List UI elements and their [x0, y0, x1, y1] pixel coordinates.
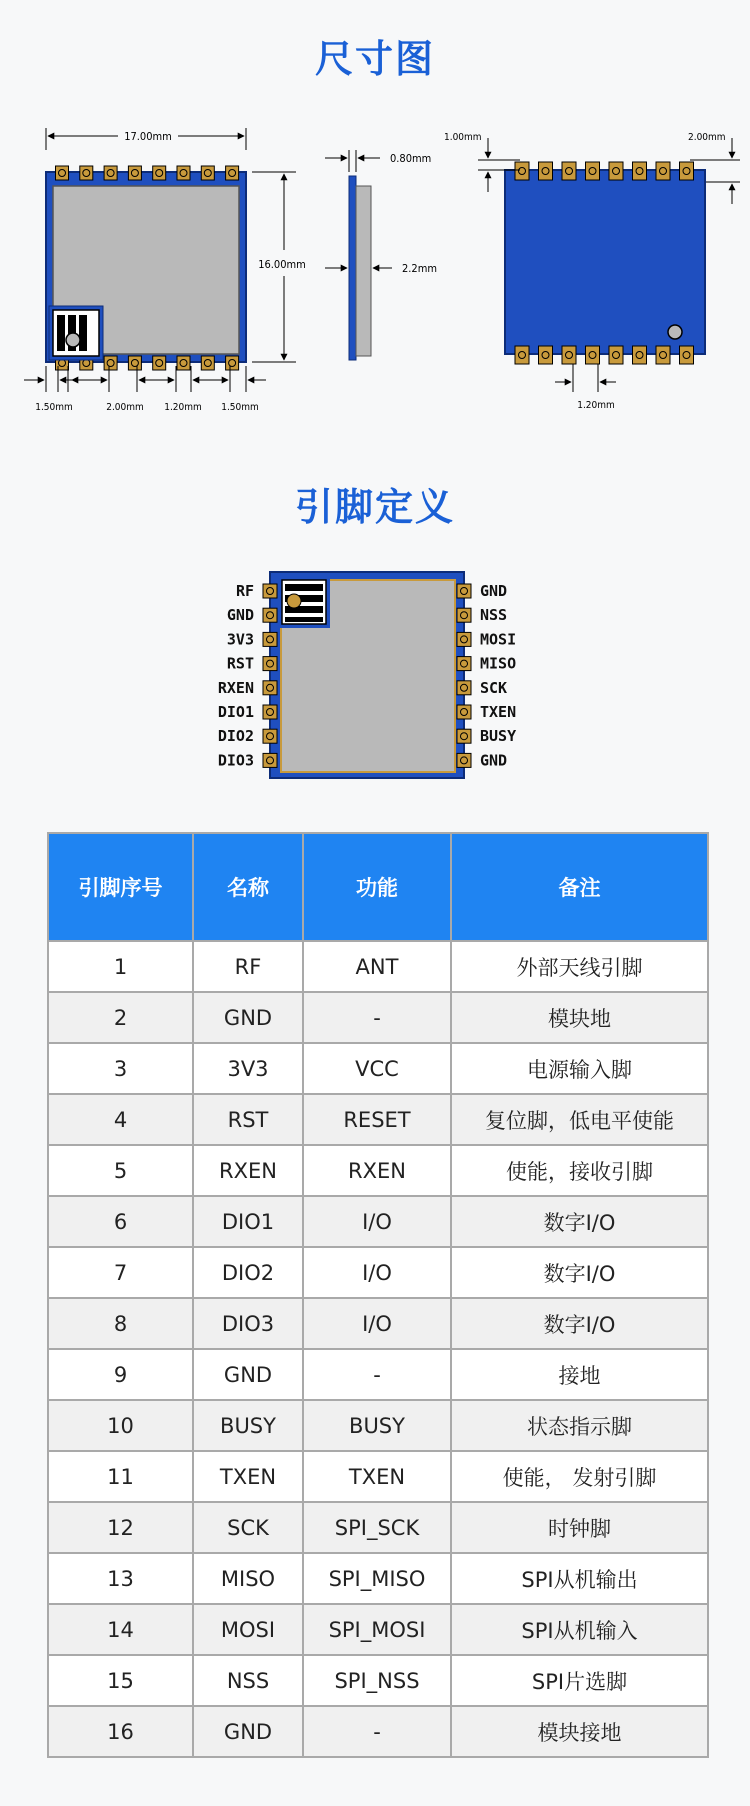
cell-pin-number: 7	[48, 1247, 193, 1298]
cell-notes: 模块接地	[451, 1706, 708, 1757]
cell-pin-number: 15	[48, 1655, 193, 1706]
cell-name: TXEN	[193, 1451, 303, 1502]
pinout-diagram	[0, 560, 750, 800]
dimension-drawing	[0, 110, 750, 530]
pin-label-right: SCK	[480, 678, 508, 697]
cell-function: I/O	[303, 1298, 451, 1349]
top-view-pad-hole	[107, 360, 114, 367]
table-row	[48, 1400, 708, 1451]
pin-label-right: BUSY	[480, 727, 517, 746]
table-row	[48, 1298, 708, 1349]
table-row	[48, 1094, 708, 1145]
pin-label-right: GND	[480, 582, 508, 600]
pinout-pad-left-hole	[267, 660, 274, 667]
dim-side-thickness: 0.80mm	[390, 152, 432, 165]
cell-name: DIO3	[193, 1298, 303, 1349]
cell-name: 3V3	[193, 1043, 303, 1094]
table-row	[48, 941, 708, 992]
pinout-pad-right-hole	[461, 612, 468, 619]
pinout-pad-right-hole	[461, 709, 468, 716]
pinout-pad-left-hole	[267, 757, 274, 764]
top-view-pad-hole	[59, 360, 66, 367]
dim-top-height: 16.00mm	[258, 258, 306, 271]
cell-function: I/O	[303, 1196, 451, 1247]
cell-pin-number: 12	[48, 1502, 193, 1553]
top-view-pad-hole	[59, 170, 66, 177]
pinout-pad-left-hole	[267, 588, 274, 595]
cell-pin-number: 8	[48, 1298, 193, 1349]
cell-function: TXEN	[303, 1451, 451, 1502]
back-view-pad-hole	[589, 352, 596, 359]
dim-top-width: 17.00mm	[124, 130, 172, 143]
pinout-pad-right-hole	[461, 757, 468, 764]
cell-name: SCK	[193, 1502, 303, 1553]
cell-notes: SPI从机输出	[451, 1553, 708, 1604]
cell-function: SPI_MOSI	[303, 1604, 451, 1655]
back-view-module	[505, 162, 705, 364]
pinout-pad-right-hole	[461, 733, 468, 740]
cell-pin-number: 11	[48, 1451, 193, 1502]
top-view-pad-hole	[204, 170, 211, 177]
back-view-pad-hole	[660, 168, 667, 175]
top-view-pad-hole	[107, 170, 114, 177]
dim-side-height: 2.2mm	[402, 262, 438, 275]
pinout-pad-right-hole	[461, 660, 468, 667]
pin-label-left: DIO1	[217, 703, 254, 721]
table-row	[48, 1145, 708, 1196]
cell-pin-number: 16	[48, 1706, 193, 1757]
cell-name: GND	[193, 992, 303, 1043]
cell-function: VCC	[303, 1043, 451, 1094]
back-view-pad-hole	[542, 352, 549, 359]
top-view-pad-hole	[131, 170, 138, 177]
cell-notes: 数字I/O	[451, 1247, 708, 1298]
top-view-pad-hole	[156, 170, 163, 177]
cell-name: DIO2	[193, 1247, 303, 1298]
table-row	[48, 1655, 708, 1706]
cell-pin-number: 5	[48, 1145, 193, 1196]
cell-notes: 外部天线引脚	[451, 941, 708, 992]
cell-notes: 电源输入脚	[451, 1043, 708, 1094]
cell-function: I/O	[303, 1247, 451, 1298]
pin-label-right: MOSI	[480, 630, 517, 649]
pinout-pad-left-hole	[267, 709, 274, 716]
back-view-pad-hole	[660, 352, 667, 359]
table-row	[48, 1247, 708, 1298]
top-view-pad-hole	[180, 360, 187, 367]
table-row	[48, 1706, 708, 1757]
back-view-pad-hole	[589, 168, 596, 175]
cell-name: NSS	[193, 1655, 303, 1706]
table-row	[48, 992, 708, 1043]
pinout-pad-left-hole	[267, 636, 274, 643]
back-view-pad-hole	[636, 168, 643, 175]
cell-notes: 状态指示脚	[451, 1400, 708, 1451]
cell-function: -	[303, 992, 451, 1043]
cell-pin-number: 4	[48, 1094, 193, 1145]
cell-notes: 时钟脚	[451, 1502, 708, 1553]
header-pin-number: 引脚序号	[48, 833, 193, 941]
cell-name: GND	[193, 1349, 303, 1400]
dim-pitch-left: 1.50mm	[35, 402, 73, 413]
cell-notes: 使能， 发射引脚	[451, 1451, 708, 1502]
cell-notes: 使能，接收引脚	[451, 1145, 708, 1196]
cell-notes: 数字I/O	[451, 1298, 708, 1349]
dim-back-pitch: 1.20mm	[577, 400, 615, 411]
back-view-pad-hole	[566, 352, 573, 359]
pinout-pad-left-hole	[267, 684, 274, 691]
pinout-pad-right-hole	[461, 588, 468, 595]
cell-name: MOSI	[193, 1604, 303, 1655]
table-row	[48, 1502, 708, 1553]
cell-notes: 接地	[451, 1349, 708, 1400]
cell-function: ANT	[303, 941, 451, 992]
cell-function: BUSY	[303, 1400, 451, 1451]
pin-label-right: GND	[480, 751, 508, 770]
dim-pitch-right: 1.50mm	[221, 402, 259, 413]
pin-label-left: GND	[226, 606, 254, 625]
cell-notes: SPI片选脚	[451, 1655, 708, 1706]
pin-definition-title: 引脚定义	[294, 485, 455, 529]
back-view-pad-hole	[613, 168, 620, 175]
cell-pin-number: 9	[48, 1349, 193, 1400]
back-view-pad-hole	[683, 352, 690, 359]
pin-label-left: 3V3	[226, 630, 254, 649]
pinout-pad-right-hole	[461, 684, 468, 691]
cell-notes: 复位脚，低电平使能	[451, 1094, 708, 1145]
side-view-module	[349, 176, 371, 360]
cell-name: GND	[193, 1706, 303, 1757]
cell-function: SPI_MISO	[303, 1553, 451, 1604]
cell-name: RF	[193, 941, 303, 992]
pin-label-left: DIO3	[217, 751, 254, 770]
pin-label-right: TXEN	[480, 703, 517, 721]
cell-notes: SPI从机输入	[451, 1604, 708, 1655]
table-row	[48, 1349, 708, 1400]
pin-label-left: RST	[226, 654, 254, 673]
table-row	[48, 1553, 708, 1604]
top-view-pad-hole	[229, 360, 236, 367]
dim-back-top-offset: 1.00mm	[444, 132, 482, 143]
cell-pin-number: 13	[48, 1553, 193, 1604]
back-view-pad-hole	[519, 352, 526, 359]
cell-name: DIO1	[193, 1196, 303, 1247]
pin-label-left: RF	[235, 582, 254, 600]
cell-function: -	[303, 1706, 451, 1757]
table-row	[48, 1196, 708, 1247]
dim-pitch-b: 1.20mm	[164, 402, 202, 413]
top-view-pad-hole	[204, 360, 211, 367]
pin-label-right: NSS	[480, 606, 508, 625]
pinout-pad-right-hole	[461, 636, 468, 643]
table-header-row	[48, 833, 708, 941]
table-row	[48, 1451, 708, 1502]
cell-name: BUSY	[193, 1400, 303, 1451]
cell-notes: 数字I/O	[451, 1196, 708, 1247]
cell-pin-number: 3	[48, 1043, 193, 1094]
pin-table	[47, 832, 709, 1758]
back-view-pad-hole	[519, 168, 526, 175]
pin-label-left: RXEN	[217, 678, 254, 697]
top-view-module	[46, 166, 246, 370]
cell-name: MISO	[193, 1553, 303, 1604]
table-row	[48, 1043, 708, 1094]
top-view-pad-hole	[83, 360, 90, 367]
back-view-pad-hole	[683, 168, 690, 175]
cell-function: -	[303, 1349, 451, 1400]
cell-function: SPI_NSS	[303, 1655, 451, 1706]
cell-name: RXEN	[193, 1145, 303, 1196]
back-view-pad-hole	[566, 168, 573, 175]
pin-label-left: DIO2	[217, 727, 254, 746]
top-view-pad-hole	[83, 170, 90, 177]
cell-pin-number: 1	[48, 941, 193, 992]
pinout-pad-left-hole	[267, 733, 274, 740]
header-function: 功能	[303, 833, 451, 941]
top-view-pad-hole	[131, 360, 138, 367]
dimensions-title: 尺寸图	[314, 37, 435, 81]
cell-pin-number: 10	[48, 1400, 193, 1451]
dim-back-right-offset: 2.00mm	[688, 132, 726, 143]
back-view-pad-hole	[613, 352, 620, 359]
cell-name: RST	[193, 1094, 303, 1145]
top-view-pad-hole	[156, 360, 163, 367]
cell-pin-number: 2	[48, 992, 193, 1043]
cell-pin-number: 6	[48, 1196, 193, 1247]
cell-notes: 模块地	[451, 992, 708, 1043]
top-view-pad-hole	[180, 170, 187, 177]
cell-pin-number: 14	[48, 1604, 193, 1655]
pin-label-right: MISO	[480, 654, 517, 673]
cell-function: RXEN	[303, 1145, 451, 1196]
header-name: 名称	[193, 833, 303, 941]
table-row	[48, 1604, 708, 1655]
header-notes: 备注	[451, 833, 708, 941]
top-view-pad-hole	[229, 170, 236, 177]
cell-function: SPI_SCK	[303, 1502, 451, 1553]
dim-pitch-a: 2.00mm	[106, 402, 144, 413]
pinout-pad-left-hole	[267, 612, 274, 619]
cell-function: RESET	[303, 1094, 451, 1145]
back-view-pad-hole	[542, 168, 549, 175]
back-view-pad-hole	[636, 352, 643, 359]
